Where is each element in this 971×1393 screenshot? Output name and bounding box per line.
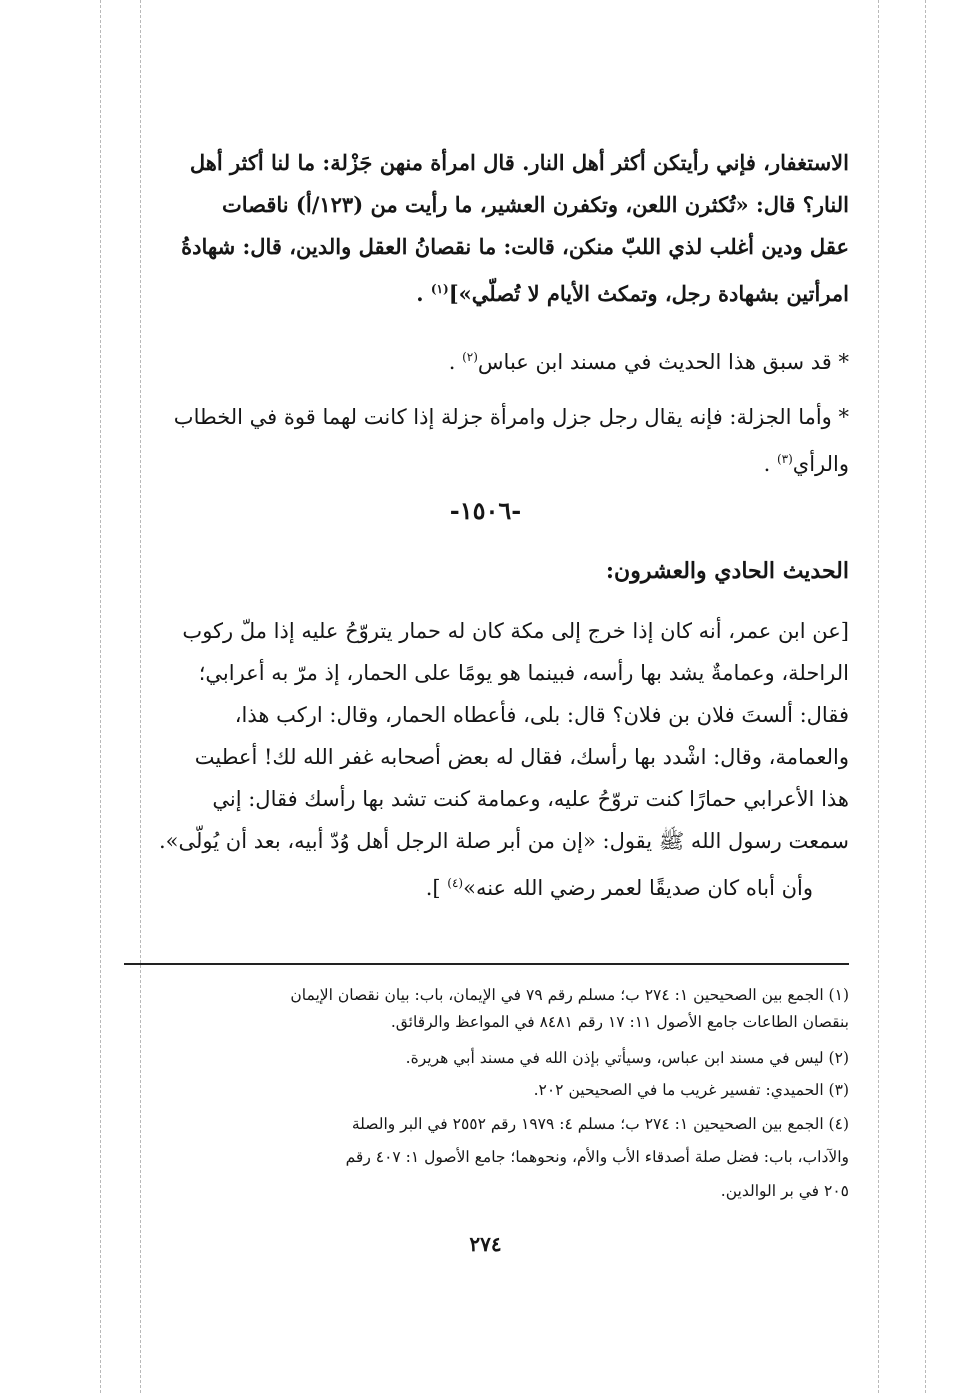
footnote-4-continuation: والآداب، باب: فضل صلة أصدقاء الأب والأم، ونحوهما؛ جامع الأصول ١: ٤٠٧ رقم [345,1148,849,1166]
footnote-4: (٤) الجمع بين الصحيحين ١: ٢٧٤ ب؛ مسلم ٤: ١٩٧٩ رقم ٢٥٥٢ في البر والصلة [351,1115,849,1133]
hadith-line-text: وأن أباه كان صديقًا لعمر رضي الله عنه» [463,876,813,900]
hadith-line [129,862,849,909]
footnote-2: (٢) ليس في مسند ابن عباس، وسيأتي بإذن الله في مسند أبي هريرة. [405,1049,849,1067]
body-line: الاستغفار، فإني رأيتكن أكثر أهل النار. قال امرأة منهن جَزْلة: ما لنا أكثر أهل [189,150,849,175]
footnote-ref: (٢) [462,350,478,364]
footnote-separator [124,963,849,965]
line-end: . [416,281,424,306]
footnote-ref: (٣) [776,452,793,466]
hadith-line: [عن ابن عمر، أنه كان إذا خرج إلى مكة كان له حمار يتروّحُ عليه إذا ملّ ركوب [182,619,849,643]
footnote-3: (٣) الحميدي: تفسير غريب ما في الصحيحين ٢٠٢. [533,1081,849,1099]
hadith-text [129,610,849,909]
footnote-4-continuation: ٢٠٥ في بر الوالدين. [720,1182,849,1200]
footnote-1-continuation: بنقصان الطاعات جامع الأصول ١١: ١٧ رقم ٨٤٨١ في المواعظ والرقائق. [390,1013,849,1031]
hadith-line: الراحلة، وعمامةٌ يشد بها رأسه، فبينما هو يومًا على الحمار، إذ مرّ به أعرابي؛ [198,661,849,685]
scan-artifact-line [925,0,926,1393]
note-line: * وأما الجزلة: فإنه يقال رجل جزل وامرأة جزلة إذا كانت لهما قوة في الخطاب [173,405,849,429]
note-line [129,438,849,485]
footnote-ref: (٤) [447,876,464,890]
body-line-text: امرأتين بشهادة رجل، وتمكث الأيام لا تُصلّي»] [448,281,849,306]
note-text: * قد سبق هذا الحديث في مسند ابن عباس [477,350,849,374]
line-end: . [763,452,771,476]
hadith-line: سمعت رسول الله ﷺ يقول: «إن من أبر صلة الرجل أهل وُدّ أبيه، بعد أن يُولّى». [158,829,849,853]
hadith-heading: الحديث الحادي والعشرون: [605,558,849,584]
scan-artifact-line [878,0,879,1393]
footnote-1: (١) الجمع بين الصحيحين ١: ٢٧٤ ب؛ مسلم رقم ٧٩ في الإيمان، باب: بيان نقصان الإيمان [290,986,849,1004]
hadith-line: هذا الأعرابي حمارًا كنت تروّحُ عليه، وعمامة كنت تشد بها رأسك فقال: إني [212,787,849,811]
line-end: . [448,350,456,374]
body-line: عقل ودين أغلب لذي اللبّ منكن، قالت: ما نقصانُ العقل والدين، قال: شهادةُ [181,234,849,259]
body-line [129,268,849,315]
page-number: ٢٧٤ [469,1232,502,1256]
hadith-line: فقال: ألستَ فلان بن فلان؟ قال: بلى، فأعطاه الحمار، وقال: اركب هذا، [234,703,849,727]
section-number: -١٥٠٦- [449,496,522,525]
line-end: ]. [425,876,441,900]
hadith-line: والعمامة، وقال: اشْدد بها رأسك، فقال له بعض أصحابه غفر الله لك! أعطيت [194,745,849,769]
note-jazla-definition [129,396,849,485]
note-text: والرأي [792,452,849,476]
note-previously-mentioned [129,336,849,383]
body-line: النار؟ قال: «تُكثرن اللعن، وتكفرن العشير، ما رأيت من (١٢٣/أ) ناقصات [221,192,849,217]
scan-artifact-line [100,0,101,1393]
main-paragraph [129,142,849,315]
footnote-ref: (١) [430,282,449,296]
